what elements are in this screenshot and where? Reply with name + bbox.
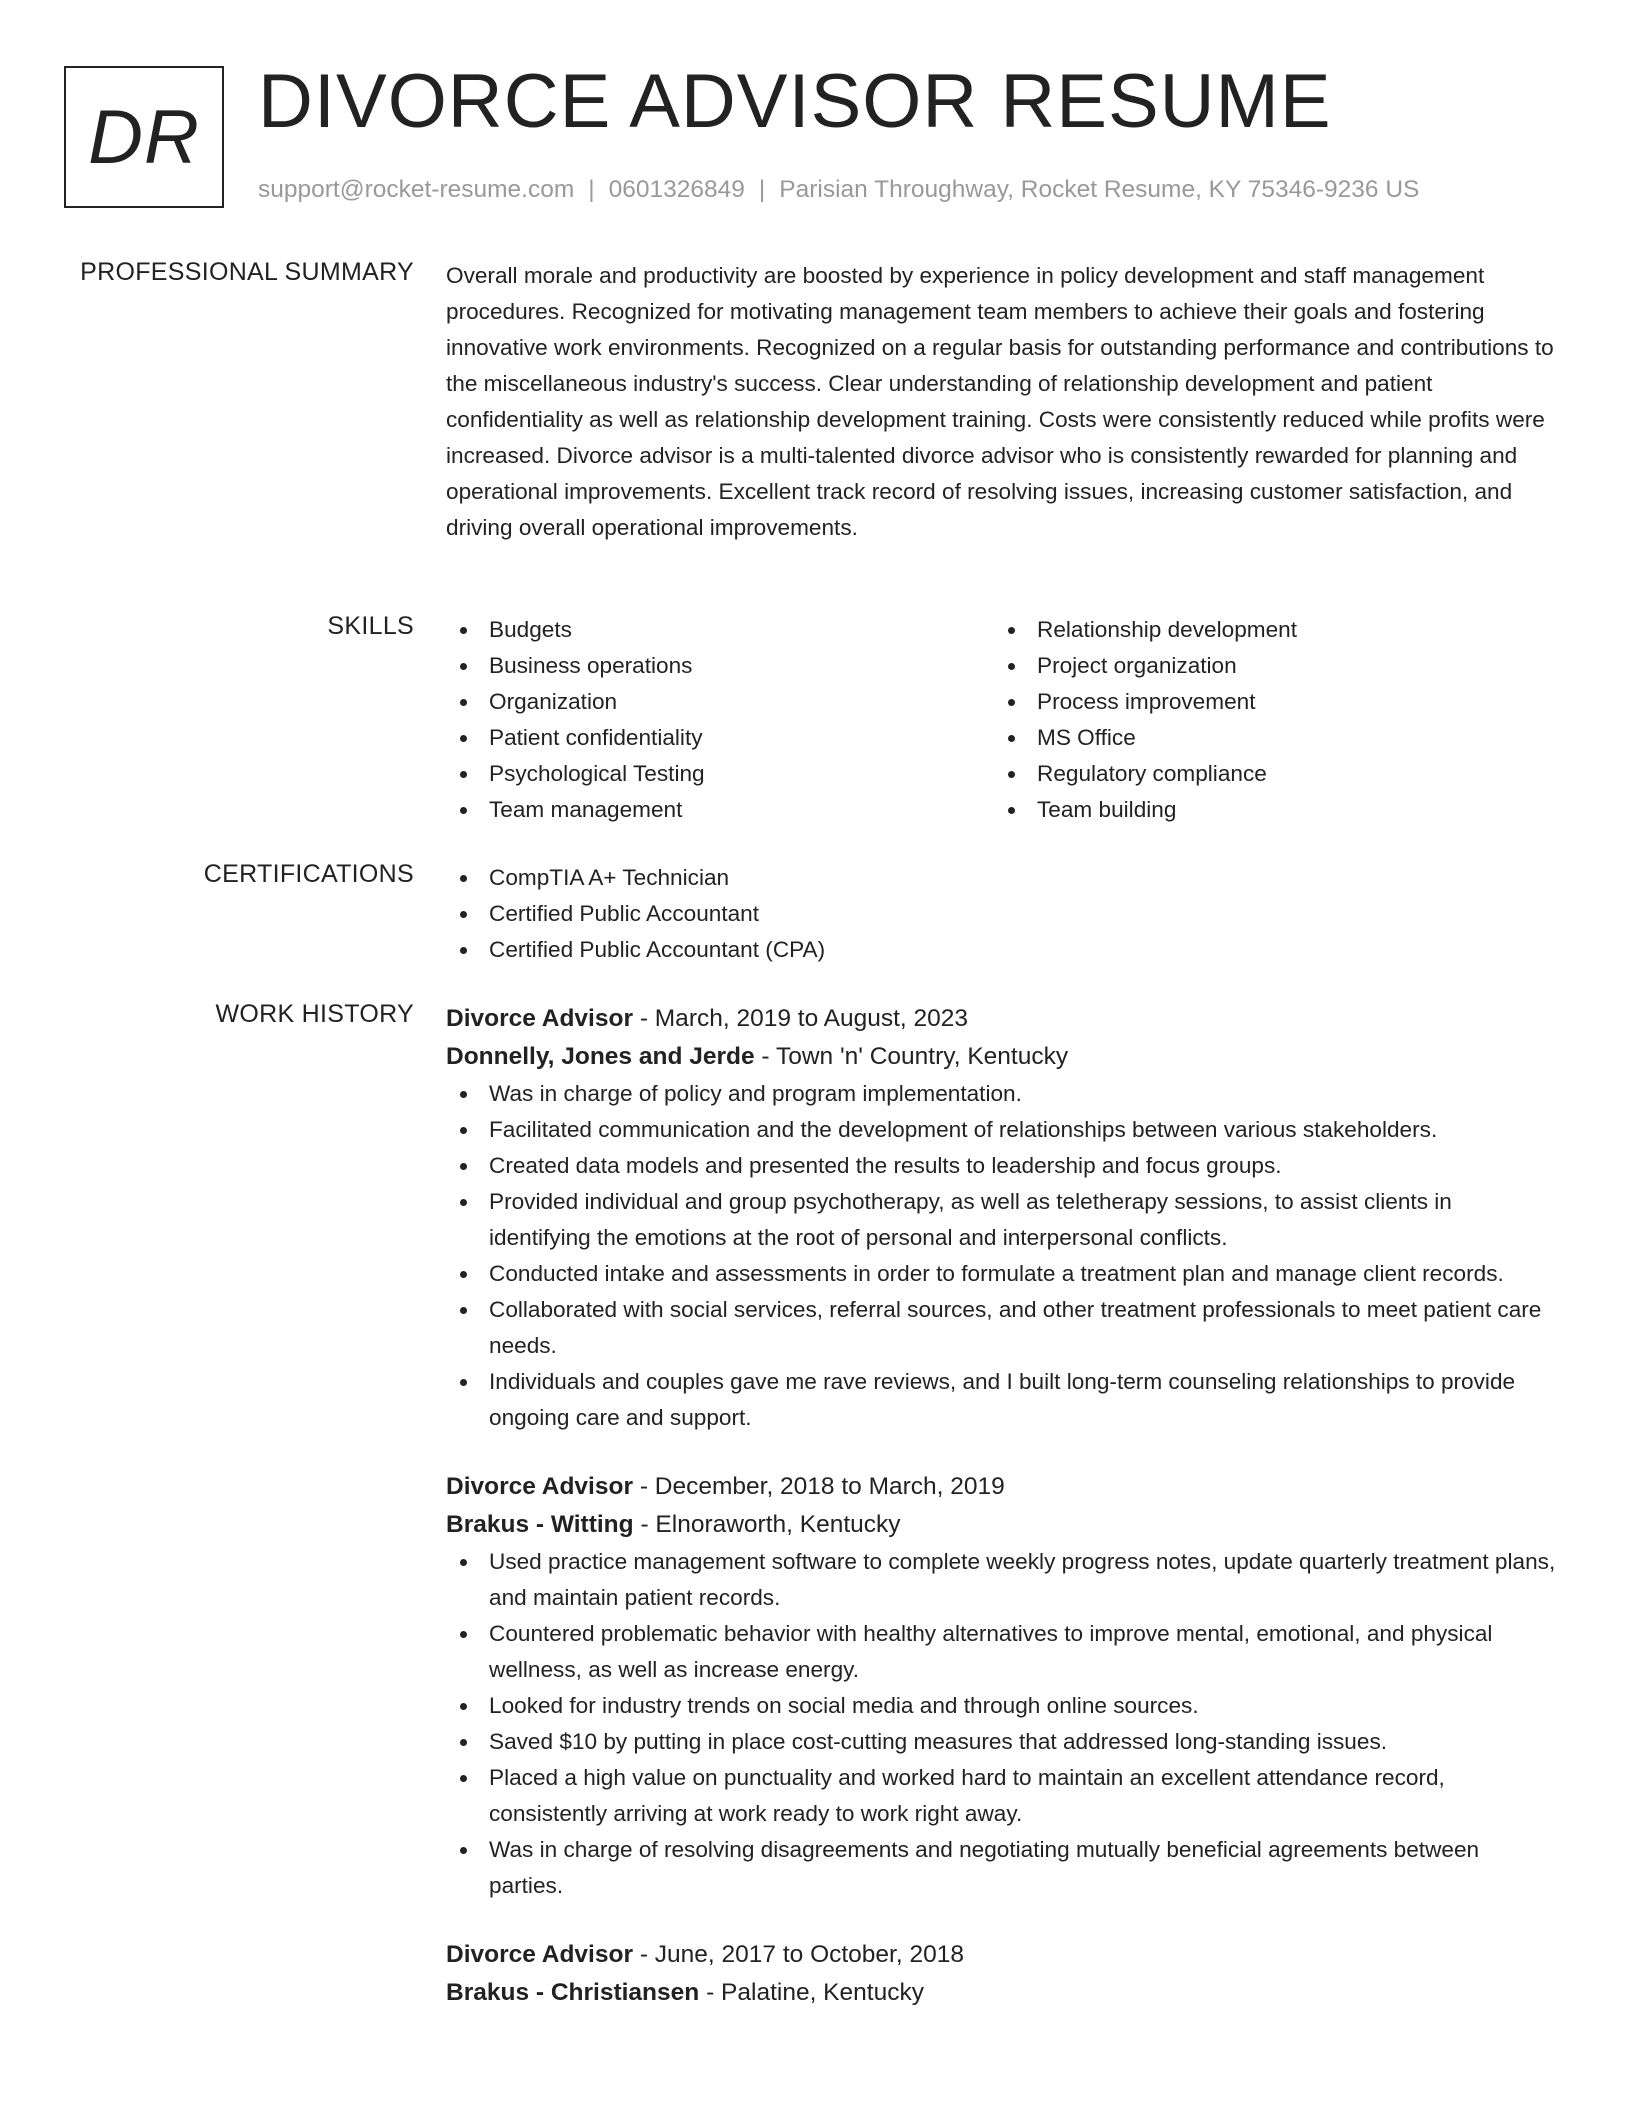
- skills-right-list: [994, 612, 1542, 828]
- skill-item: Psychological Testing: [446, 756, 994, 792]
- skill-item: Process improvement: [994, 684, 1542, 720]
- job-duty: Conducted intake and assessments in order to formulate a treatment plan and manage client records.: [446, 1256, 1556, 1292]
- skills-left-list: [446, 612, 994, 828]
- skill-item: Business operations: [446, 648, 994, 684]
- job-company: Brakus - Witting: [446, 1511, 634, 1538]
- job-company-line: [446, 1038, 1556, 1076]
- skill-item: Team building: [994, 792, 1542, 828]
- monogram-initials: DR: [88, 94, 200, 180]
- summary-heading: PROFESSIONAL SUMMARY: [80, 258, 414, 286]
- skill-item: Regulatory compliance: [994, 756, 1542, 792]
- monogram-box: [64, 66, 224, 208]
- job-duty: Saved $10 by putting in place cost-cutting measures that addressed long-standing issues.: [446, 1724, 1556, 1760]
- job-dates: - March, 2019 to August, 2023: [639, 1005, 969, 1032]
- job-company: Brakus - Christiansen: [446, 1979, 700, 2006]
- job-company-line: [446, 1506, 1556, 1544]
- job-duty: Was in charge of policy and program implementation.: [446, 1076, 1556, 1112]
- contact-phone[interactable]: 0601326849: [608, 176, 745, 203]
- skill-item: MS Office: [994, 720, 1542, 756]
- job-duty: Created data models and presented the results to leadership and focus groups.: [446, 1148, 1556, 1184]
- work-history-heading: WORK HISTORY: [215, 1000, 414, 1028]
- job-duty: Collaborated with social services, referral sources, and other treatment professionals to meet patient care needs.: [446, 1292, 1556, 1364]
- certification-item: Certified Public Accountant: [446, 896, 1556, 932]
- contact-line: [258, 176, 1419, 204]
- job-location: - Town 'n' Country, Kentucky: [761, 1043, 1069, 1070]
- job-title-line: [446, 1936, 1556, 1974]
- certifications-list: [446, 860, 1556, 968]
- job-duties-list: [446, 1544, 1556, 1904]
- job-duty: Was in charge of resolving disagreements and negotiating mutually beneficial agreements between parties.: [446, 1832, 1556, 1904]
- job-title-line: [446, 1468, 1556, 1506]
- job-title: Divorce Advisor: [446, 1005, 633, 1032]
- job-title: Divorce Advisor: [446, 1941, 633, 1968]
- skill-item: Budgets: [446, 612, 994, 648]
- job-dates: - June, 2017 to October, 2018: [639, 1941, 964, 1968]
- skill-item: Patient confidentiality: [446, 720, 994, 756]
- contact-separator: |: [758, 176, 766, 203]
- job-entry: [446, 1468, 1556, 1904]
- job-duty: Individuals and couples gave me rave reviews, and I built long-term counseling relationships to provide ongoing care and support.: [446, 1364, 1556, 1436]
- job-entry: [446, 1936, 1556, 2012]
- job-title-line: [446, 1000, 1556, 1038]
- job-dates: - December, 2018 to March, 2019: [639, 1473, 1005, 1500]
- certifications-heading: CERTIFICATIONS: [203, 860, 414, 888]
- skill-item: Project organization: [994, 648, 1542, 684]
- certification-item: Certified Public Accountant (CPA): [446, 932, 1556, 968]
- certification-item: CompTIA A+ Technician: [446, 860, 1556, 896]
- job-location: - Elnoraworth, Kentucky: [640, 1511, 901, 1538]
- summary-text: Overall morale and productivity are boosted by experience in policy development and staff management procedures. Recognized for motivating management team members to achieve their goals and fostering innovative work environments. Recognized on a regular basis for outstanding performance and contributions to the miscellaneous industry's success. Clear understanding of relationship development and patient confidentiality as well as relationship development training. Costs were consistently reduced while profits were increased. Divorce advisor is a multi-talented divorce advisor who is consistently rewarded for planning and operational improvements. Excellent track record of resolving issues, increasing customer satisfaction, and driving overall operational improvements.: [446, 263, 1554, 540]
- skills-heading: SKILLS: [327, 612, 414, 640]
- job-duties-list: [446, 1076, 1556, 1436]
- job-title: Divorce Advisor: [446, 1473, 633, 1500]
- skill-item: Relationship development: [994, 612, 1542, 648]
- job-duty: Placed a high value on punctuality and worked hard to maintain an excellent attendance record, consistently arriving at work ready to work right away.: [446, 1760, 1556, 1832]
- skills-grid: [446, 612, 1556, 828]
- skill-item: Organization: [446, 684, 994, 720]
- skills-body: [446, 612, 1556, 828]
- job-duty: Used practice management software to complete weekly progress notes, update quarterly treatment plans, and maintain patient records.: [446, 1544, 1556, 1616]
- certifications-body: [446, 860, 1556, 968]
- job-entry: [446, 1000, 1556, 1436]
- work-history-body: [446, 1000, 1556, 2012]
- contact-separator: |: [588, 176, 595, 203]
- job-company-line: [446, 1974, 1556, 2012]
- resume-title: DIVORCE ADVISOR RESUME: [258, 59, 1332, 144]
- job-company: Donnelly, Jones and Jerde: [446, 1043, 755, 1070]
- job-location: - Palatine, Kentucky: [706, 1979, 924, 2006]
- job-duty: Facilitated communication and the development of relationships between various stakeholders.: [446, 1112, 1556, 1148]
- contact-email[interactable]: support@rocket-resume.com: [258, 176, 575, 203]
- job-duty: Provided individual and group psychotherapy, as well as teletherapy sessions, to assist clients in identifying the emotions at the root of personal and interpersonal conflicts.: [446, 1184, 1556, 1256]
- job-duty: Countered problematic behavior with healthy alternatives to improve mental, emotional, and physical wellness, as well as increase energy.: [446, 1616, 1556, 1688]
- contact-address: Parisian Throughway, Rocket Resume, KY 75346-9236 US: [779, 176, 1420, 203]
- skill-item: Team management: [446, 792, 994, 828]
- job-duty: Looked for industry trends on social media and through online sources.: [446, 1688, 1556, 1724]
